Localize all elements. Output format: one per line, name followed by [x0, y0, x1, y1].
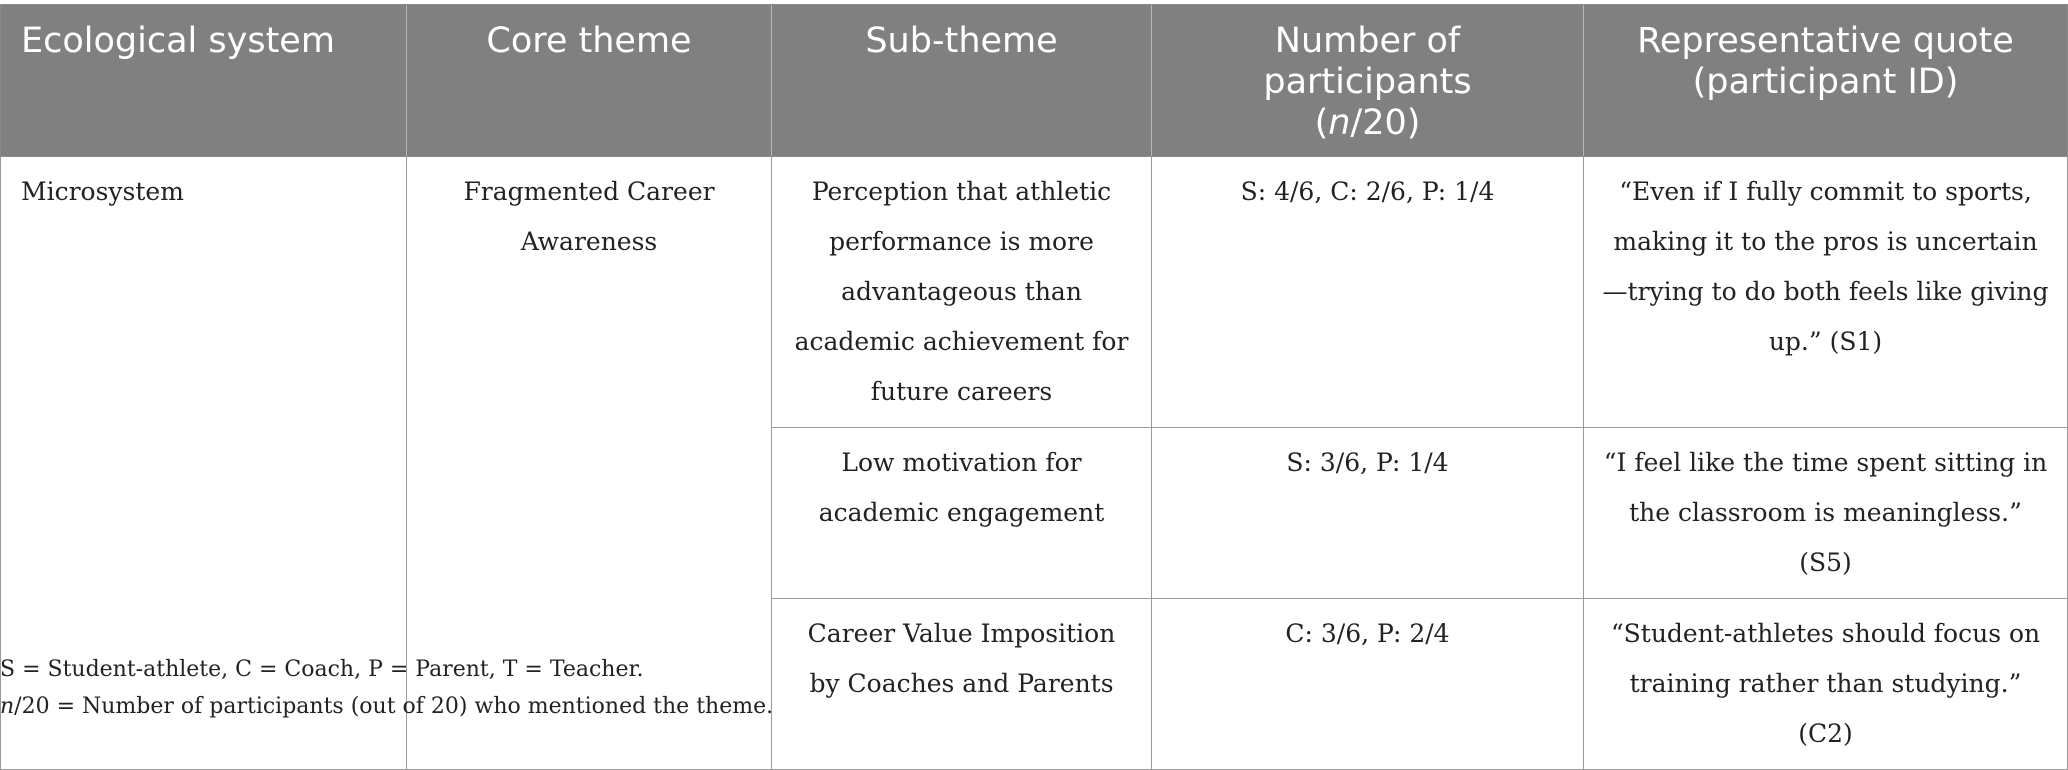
participants-cell: S: 3/6, P: 1/4: [1152, 428, 1584, 599]
header-core-theme: Core theme: [407, 5, 772, 157]
quote-cell: “I feel like the time spent sitting in the classroom is meaningless.” (S5): [1584, 428, 2068, 599]
participants-cell: S: 4/6, C: 2/6, P: 1/4: [1152, 157, 1584, 428]
quote-cell: “Even if I fully commit to sports, making it to the pros is uncertain—trying to do both feels like giving up.” (S1): [1584, 157, 2068, 428]
n-definition-note: [0, 694, 773, 719]
header-sub-theme: Sub-theme: [772, 5, 1152, 157]
table-row: [1, 157, 2068, 428]
abbreviations-note: S = Student-athlete, C = Coach, P = Parent, T = Teacher.: [0, 657, 644, 682]
participants-cell: C: 3/6, P: 2/4: [1152, 599, 1584, 770]
header-participants-line1: Number of: [1274, 21, 1461, 61]
header-participants-denominator: /20): [1350, 103, 1421, 143]
ecological-system-cell: Microsystem: [1, 157, 407, 770]
header-ecological-system: Ecological system: [1, 5, 407, 157]
header-representative-quote: Representative quote (participant ID): [1584, 5, 2068, 157]
sub-theme-cell: Career Value Imposition by Coaches and Parents: [772, 599, 1152, 770]
n-definition-text: /20 = Number of participants (out of 20) who mentioned the theme.: [14, 694, 774, 719]
n-symbol: n: [0, 694, 15, 719]
header-participants-n: n: [1328, 103, 1351, 143]
quote-cell: “Student-athletes should focus on training rather than studying.” (C2): [1584, 599, 2068, 770]
header-number-of-participants: Number of participants (n/20): [1152, 5, 1584, 157]
header-participants-line2: participants: [1263, 62, 1472, 102]
themes-table: [0, 4, 2068, 770]
core-theme-cell: Fragmented Career Awareness: [407, 157, 772, 770]
sub-theme-cell: Low motivation for academic engagement: [772, 428, 1152, 599]
header-row: [1, 5, 2068, 157]
sub-theme-cell: Perception that athletic performance is more advantageous than academic achievement for future careers: [772, 157, 1152, 428]
